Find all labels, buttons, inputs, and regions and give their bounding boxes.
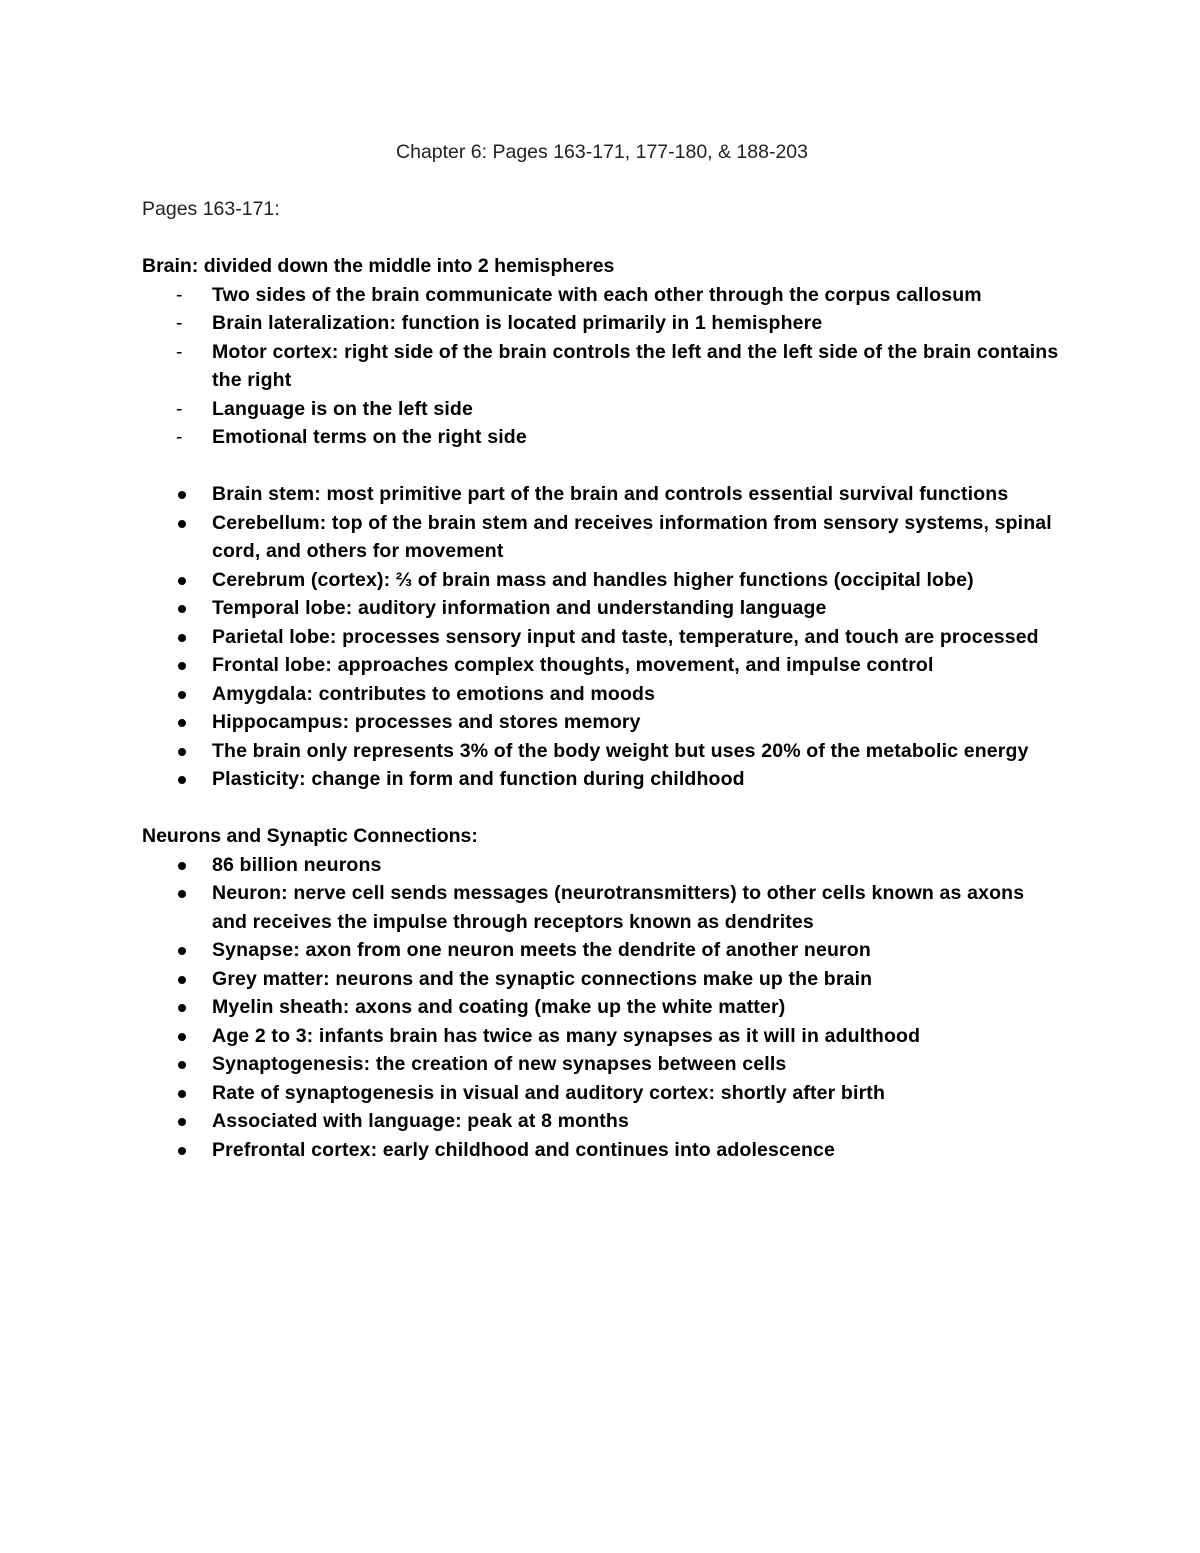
list-item: Associated with language: peak at 8 months [142, 1107, 1062, 1136]
bullet-marker [178, 577, 186, 585]
list-item: Prefrontal cortex: early childhood and continues into adolescence [142, 1136, 1062, 1165]
list-item: Temporal lobe: auditory information and understanding language [142, 594, 1062, 623]
bullet-marker [178, 1004, 186, 1012]
list-item: Parietal lobe: processes sensory input and taste, temperature, and touch are processed [142, 623, 1062, 652]
neurons-section-heading: Neurons and Synaptic Connections: [142, 825, 478, 847]
list-item: Myelin sheath: axons and coating (make up the white matter) [142, 993, 1062, 1022]
spacer [142, 224, 1062, 253]
neurons-bullet-list [142, 851, 1062, 1165]
list-item: Hippocampus: processes and stores memory [142, 708, 1062, 737]
bullet-marker [178, 947, 186, 955]
bullet-marker [178, 1090, 186, 1098]
dash-marker: - [176, 283, 183, 306]
bullet-marker [178, 1061, 186, 1069]
list-item: Synaptogenesis: the creation of new synapses between cells [142, 1050, 1062, 1079]
list-item: Synapse: axon from one neuron meets the dendrite of another neuron [142, 936, 1062, 965]
list-item: Amygdala: contributes to emotions and moods [142, 680, 1062, 709]
spacer [142, 794, 1062, 823]
bullet-marker [178, 662, 186, 670]
list-item: Rate of synaptogenesis in visual and auditory cortex: shortly after birth [142, 1079, 1062, 1108]
list-item: Age 2 to 3: infants brain has twice as many synapses as it will in adulthood [142, 1022, 1062, 1051]
list-item: Cerebellum: top of the brain stem and receives information from sensory systems, spinal cord, and others for movement [142, 509, 1062, 566]
bullet-marker [178, 691, 186, 699]
list-item: Cerebrum (cortex): ⅔ of brain mass and handles higher functions (occipital lobe) [142, 566, 1062, 595]
bullet-marker [178, 634, 186, 642]
brain-dash-list [142, 281, 1062, 452]
bullet-marker [178, 776, 186, 784]
spacer [142, 452, 1062, 481]
pages-heading: Pages 163-171: [142, 198, 280, 220]
bullet-marker [178, 1118, 186, 1126]
bullet-marker [178, 890, 186, 898]
list-item: - Language is on the left side [142, 395, 1062, 424]
bullet-marker [178, 605, 186, 613]
list-item: - Two sides of the brain communicate with each other through the corpus callosum [142, 281, 1062, 310]
list-item: Plasticity: change in form and function during childhood [142, 765, 1062, 794]
dash-marker: - [176, 426, 183, 448]
dash-marker: - [176, 397, 183, 420]
list-item: - Motor cortex: right side of the brain controls the left and the left side of the brain contains the right [142, 338, 1062, 395]
brain-bullet-list [142, 480, 1062, 794]
dash-marker: - [176, 312, 183, 334]
list-item: Frontal lobe: approaches complex thoughts, movement, and impulse control [142, 651, 1062, 680]
bullet-marker [178, 976, 186, 984]
bullet-marker [178, 520, 186, 528]
list-item: Grey matter: neurons and the synaptic connections make up the brain [142, 965, 1062, 994]
list-item: The brain only represents 3% of the body weight but uses 20% of the metabolic energy [142, 737, 1062, 766]
bullet-marker [178, 719, 186, 727]
bullet-marker [178, 1147, 186, 1155]
document-title: Chapter 6: Pages 163-171, 177-180, & 188-203 [396, 141, 808, 163]
dash-marker: - [176, 340, 183, 363]
list-item: Brain stem: most primitive part of the brain and controls essential survival functions [142, 480, 1062, 509]
bullet-marker [178, 862, 186, 870]
bullet-marker [178, 748, 186, 756]
list-item: - Brain lateralization: function is located primarily in 1 hemisphere [142, 309, 1062, 338]
list-item: Neuron: nerve cell sends messages (neurotransmitters) to other cells known as axons and receives the impulse through receptors known as dendrites [142, 879, 1062, 936]
brain-section-heading: Brain: divided down the middle into 2 hemispheres [142, 255, 615, 277]
document-content [142, 138, 1062, 1164]
bullet-marker [178, 1033, 186, 1041]
list-item: 86 billion neurons [142, 851, 1062, 880]
bullet-marker [178, 491, 186, 499]
list-item: - Emotional terms on the right side [142, 423, 1062, 452]
